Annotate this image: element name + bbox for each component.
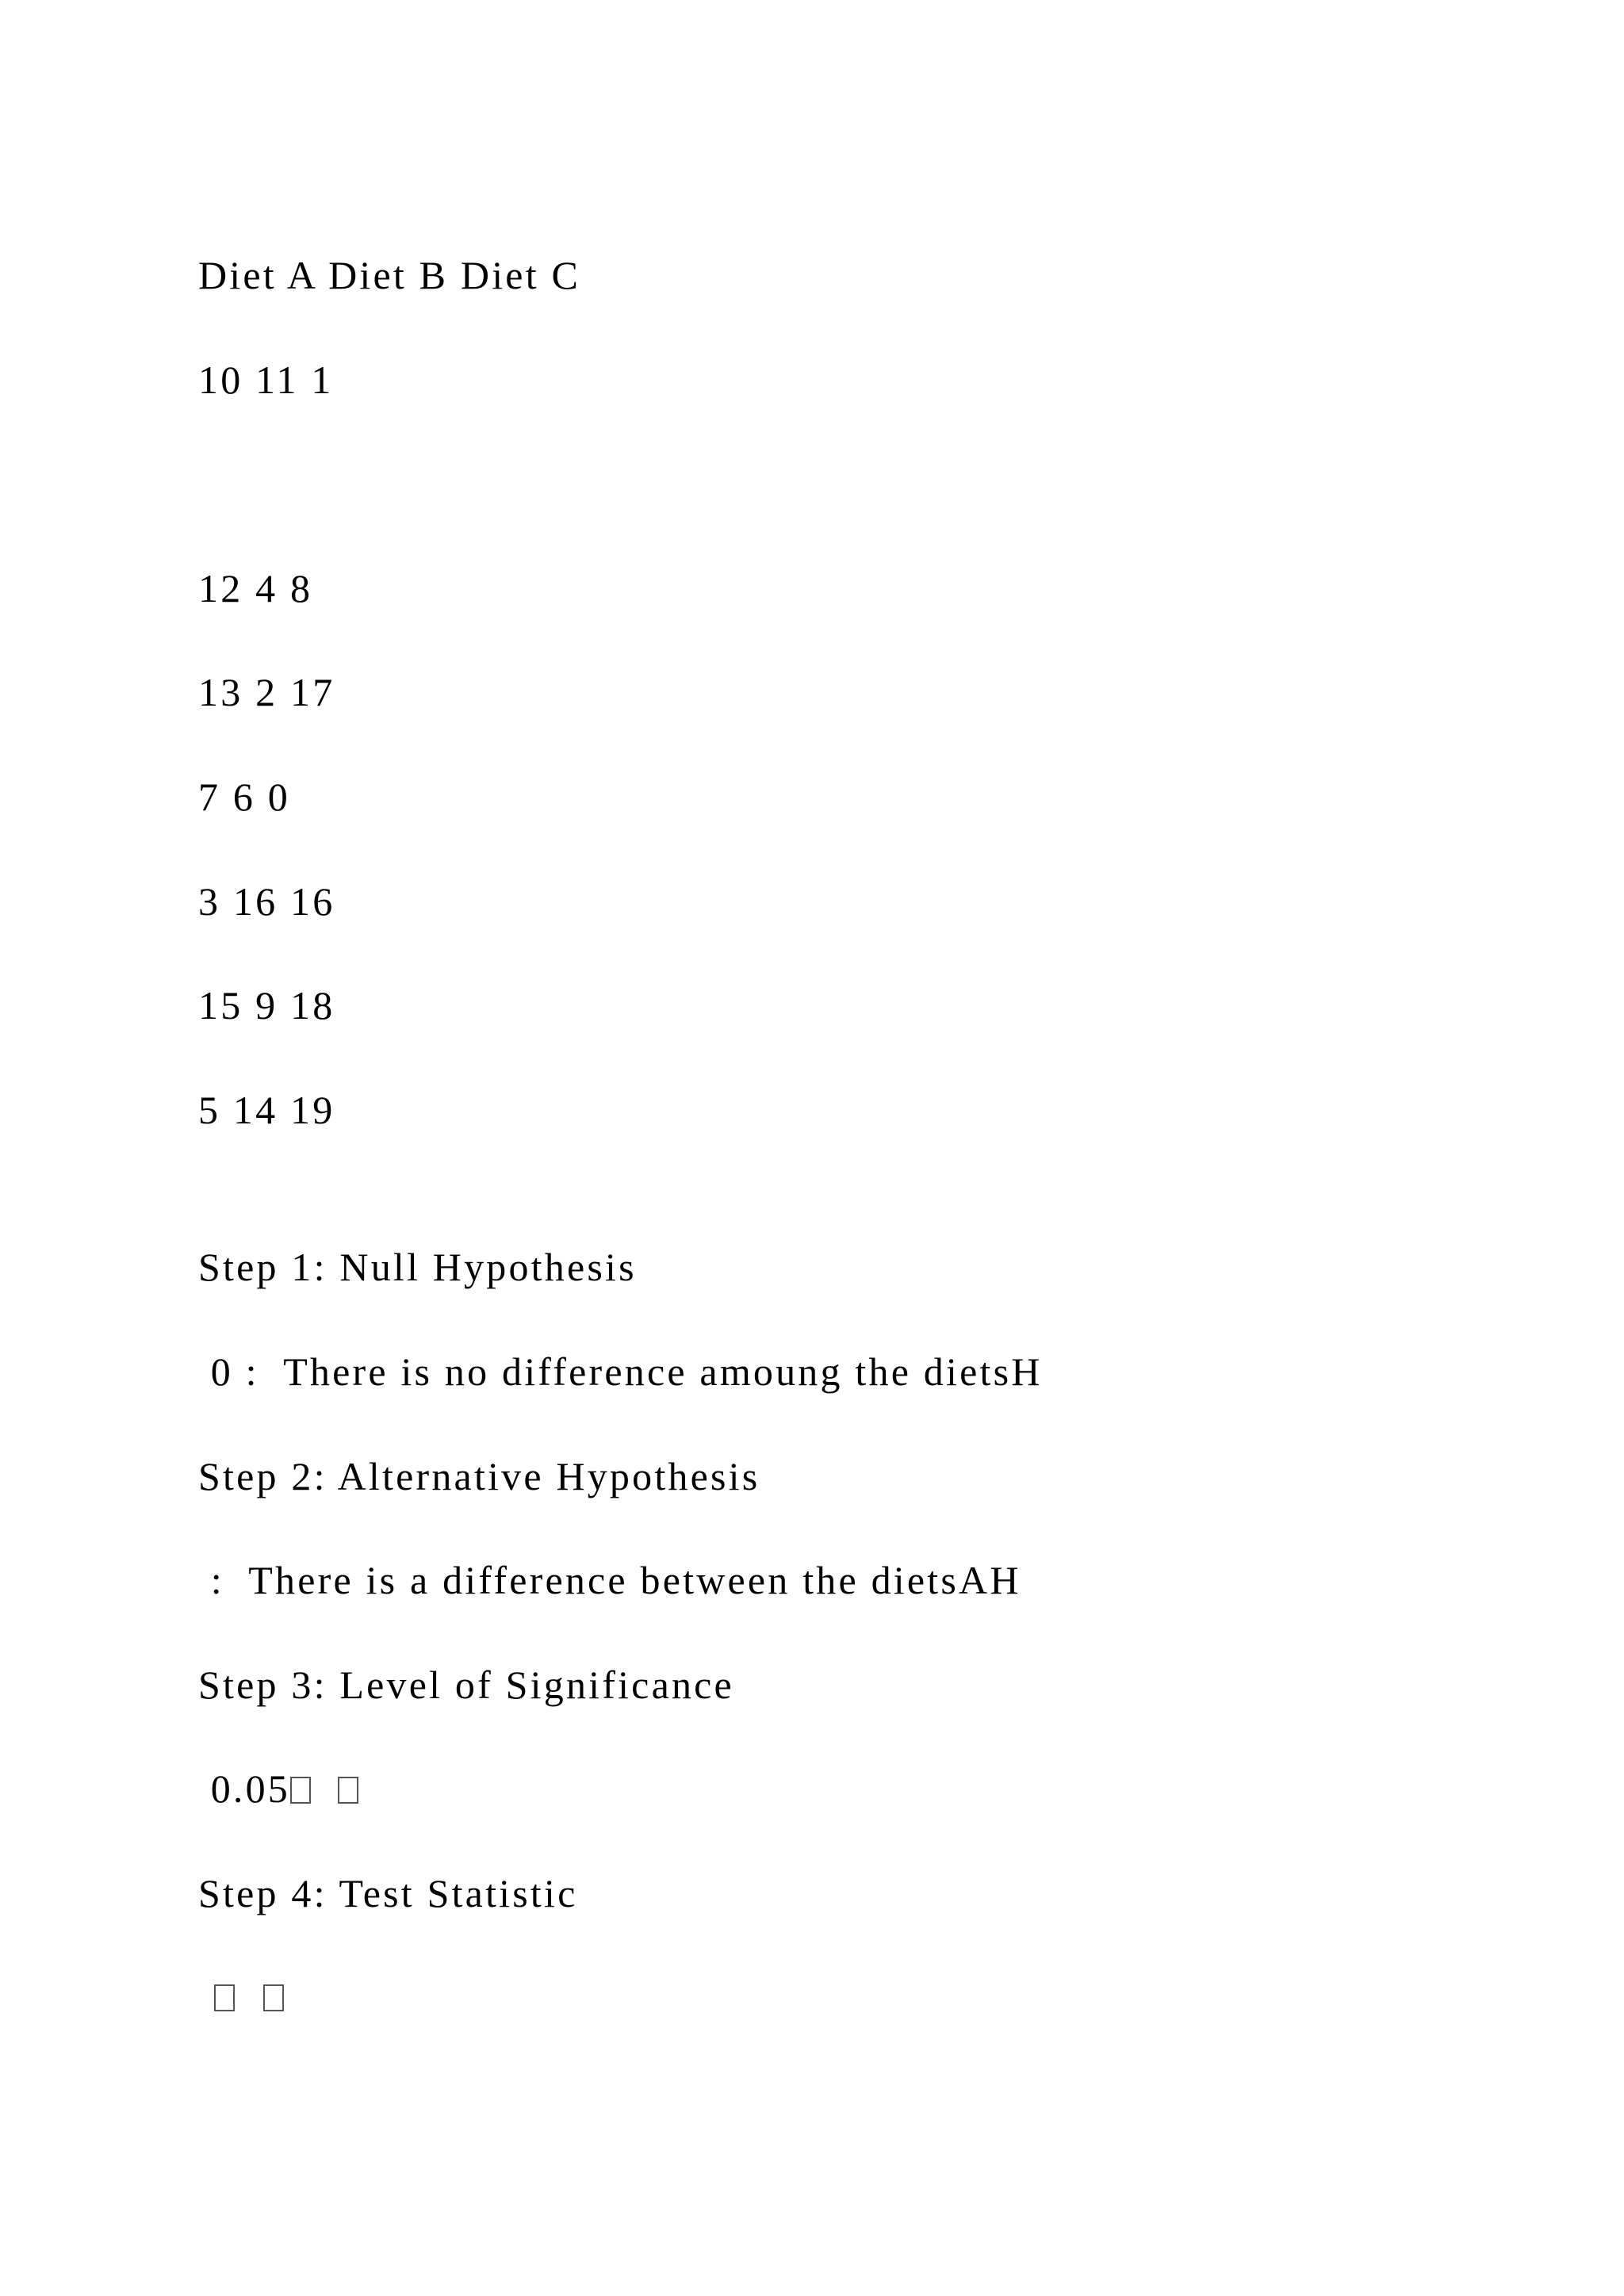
missing-glyph-icon (338, 1777, 358, 1804)
step2-text: : There is a difference between the dietsAH (198, 1558, 1021, 1602)
step1-heading: Step 1: Null Hypothesis (198, 1245, 637, 1289)
step3-line (198, 1765, 358, 1812)
table-row: 13 2 17 (198, 670, 335, 714)
step3-heading: Step 3: Level of Significance (198, 1663, 734, 1707)
step2-heading: Step 2: Alternative Hypothesis (198, 1454, 760, 1498)
missing-glyph-icon (263, 1984, 284, 2011)
missing-glyph-icon (214, 1984, 235, 2011)
step3-value: 0.05 (198, 1766, 290, 1811)
table-row: 10 11 1 (198, 358, 334, 402)
table-row: 12 4 8 (198, 566, 313, 610)
table-header: Diet A Diet B Diet C (198, 253, 581, 297)
table-row: 3 16 16 (198, 879, 335, 924)
table-row: 5 14 19 (198, 1088, 335, 1132)
step4-line (198, 1973, 284, 2020)
missing-glyph-icon (290, 1777, 311, 1804)
step4-heading: Step 4: Test Statistic (198, 1871, 578, 1915)
step1-text: 0 : There is no difference amoung the dietsH (198, 1349, 1043, 1394)
table-row: 7 6 0 (198, 775, 290, 819)
table-row: 15 9 18 (198, 983, 335, 1027)
